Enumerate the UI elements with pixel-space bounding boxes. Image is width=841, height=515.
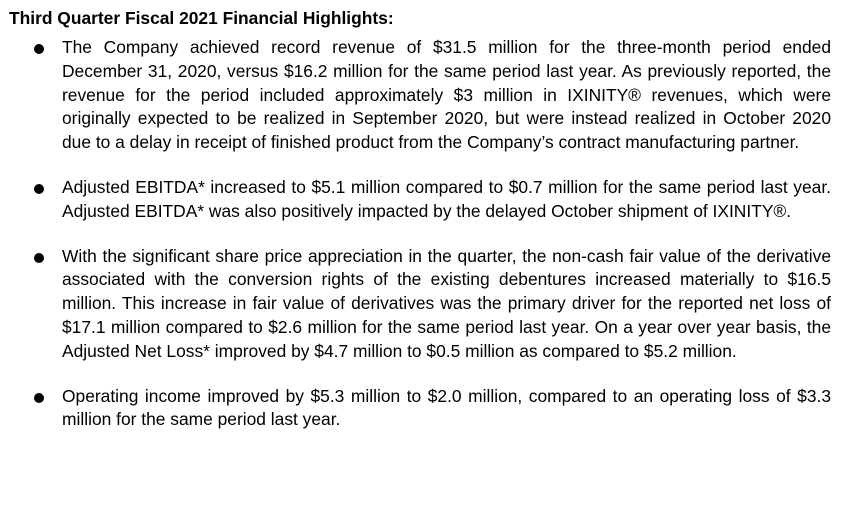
section-heading: Third Quarter Fiscal 2021 Financial Highlights: [9, 8, 394, 28]
bullet-dot-icon [34, 253, 44, 263]
list-item-text: The Company achieved record revenue of $31.5 million for the three-month period ended December 31, 2020, versus $16.2 million for the same period last year. As previously reported, the revenue for the period included approximately $3 million in IXINITY® revenues, which were originally expected to be realized in September 2020, but were instead realized in October 2020 due to a delay in receipt of finished product from the Company’s contract manufacturing partner. [62, 37, 831, 153]
list-item [9, 36, 831, 155]
list-item-text: Adjusted EBITDA* increased to $5.1 million compared to $0.7 million for the same period last year. Adjusted EBITDA* was also positively impacted by the delayed October shipment of IXINITY®. [62, 176, 831, 221]
bullet-dot-icon [34, 393, 44, 403]
list-item [9, 385, 831, 433]
highlights-list [9, 36, 831, 432]
list-item [9, 176, 831, 224]
bullet-dot-icon [34, 184, 44, 194]
bullet-dot-icon [34, 44, 44, 54]
list-item-text: Operating income improved by $5.3 million to $2.0 million, compared to an operating loss of $3.3 million for the same period last year. [62, 385, 831, 430]
list-item-text: With the significant share price appreciation in the quarter, the non-cash fair value of the derivative associated with the conversion rights of the existing debentures increased materially to $16.5 million. This increase in fair value of derivatives was the primary driver for the reported net loss of $17.1 million compared to $2.6 million for the same period last year. On a year over year basis, the Adjusted Net Loss* improved by $4.7 million to $0.5 million as compared to $5.2 million. [62, 245, 831, 361]
list-item [9, 245, 831, 364]
